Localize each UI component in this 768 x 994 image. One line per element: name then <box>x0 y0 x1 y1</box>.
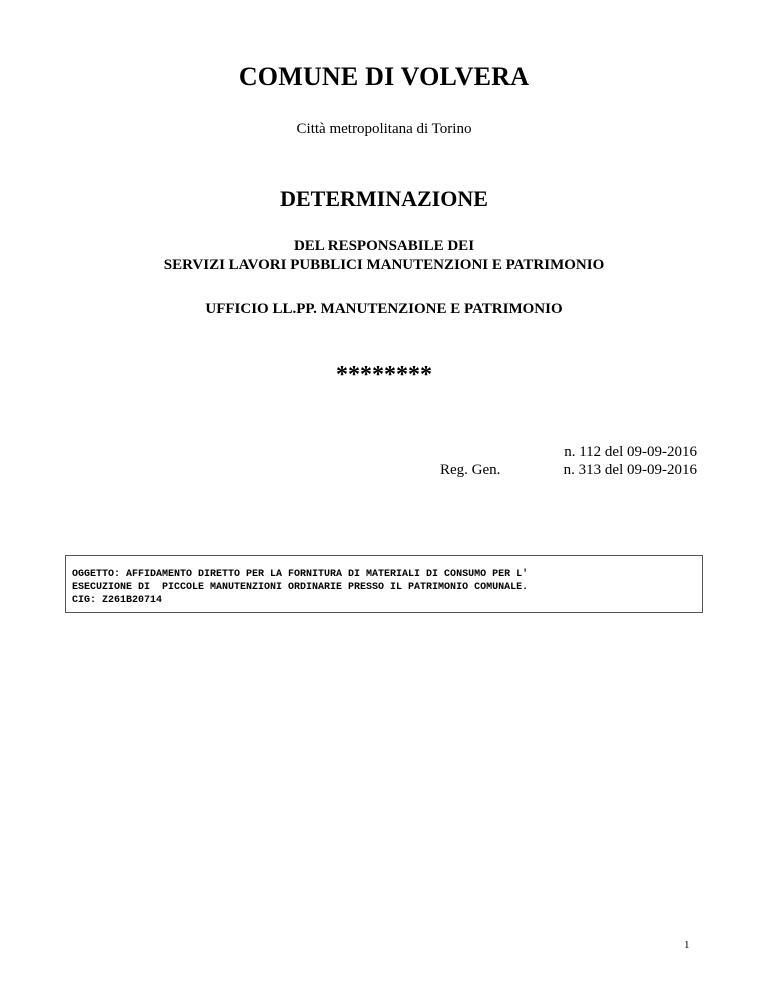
office-name: UFFICIO LL.PP. MANUTENZIONE E PATRIMONIO <box>205 301 563 317</box>
separator-asterisks: ******** <box>336 362 432 388</box>
subject-line-2: ESECUZIONE DI PICCOLE MANUTENZIONI ORDINARIE PRESSO IL PATRIMONIO COMUNALE. <box>72 582 529 593</box>
document-type-heading: DETERMINAZIONE <box>280 186 488 211</box>
subject-box <box>65 555 703 613</box>
determination-number: n. 112 del 09-09-2016 <box>564 444 697 460</box>
responsible-line-1: DEL RESPONSABILE DEI <box>293 238 475 254</box>
reg-gen-number: n. 313 del 09-09-2016 <box>563 462 697 478</box>
municipality-title: COMUNE DI VOLVERA <box>238 62 530 91</box>
metro-city-subtitle: Città metropolitana di Torino <box>296 121 472 137</box>
responsible-line-2: SERVIZI LAVORI PUBBLICI MANUTENZIONI E PATRIMONIO <box>163 257 605 273</box>
registration-numbers <box>521 443 697 479</box>
subject-line-1: OGGETTO: AFFIDAMENTO DIRETTO PER LA FORNITURA DI MATERIALI DI CONSUMO PER L' <box>72 569 529 580</box>
reg-gen-label: Reg. Gen. <box>440 462 501 478</box>
page-number: 1 <box>684 939 690 951</box>
subject-cig: CIG: Z261B20714 <box>72 595 163 606</box>
